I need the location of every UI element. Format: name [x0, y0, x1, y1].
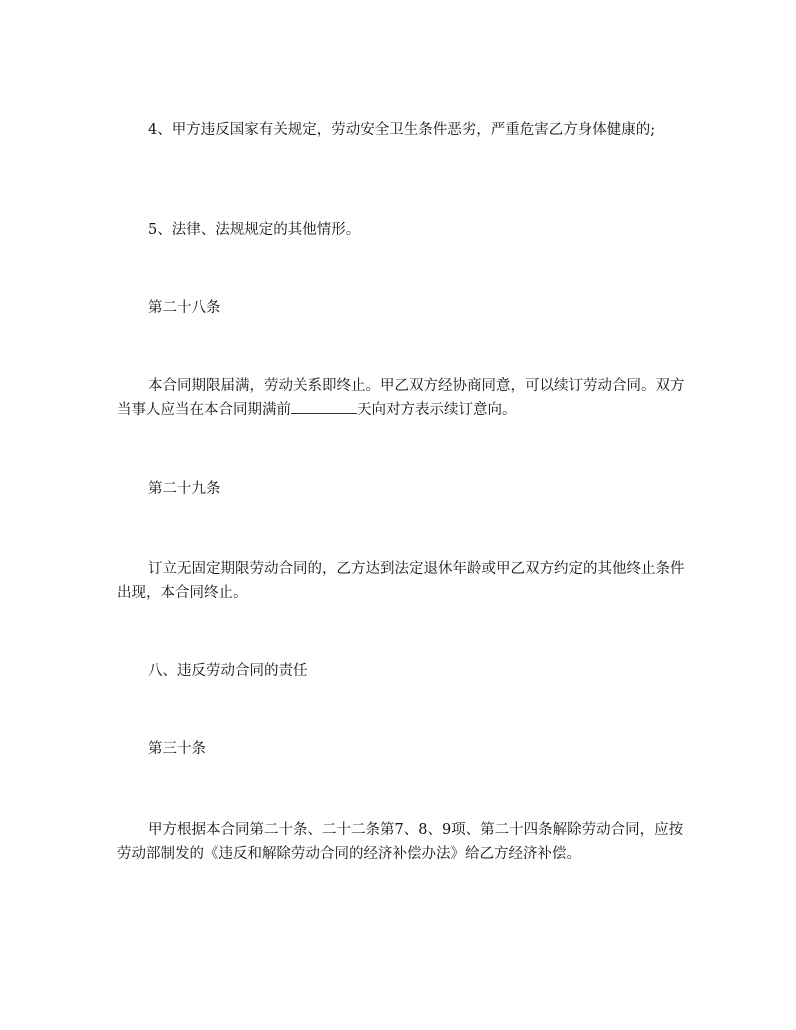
article-30-text: 甲方根据本合同第二十条、二十二条第7、8、9项、第二十四条解除劳动合同，应按劳动部制发的《违反和解除劳动合同的经济补偿办法》给乙方经济补偿。 [117, 822, 684, 862]
clause-item-4: 4、甲方违反国家有关规定，劳动安全卫生条件恶劣，严重危害乙方身体健康的; [148, 122, 656, 138]
section-8-heading: 八、违反劳动合同的责任 [148, 663, 308, 679]
article-29-heading: 第二十九条 [148, 481, 221, 497]
article-28-text [117, 374, 687, 422]
article-28-text-after-blank: 天向对方表示续订意向。 [357, 402, 517, 418]
article-29-text: 订立无固定期限劳动合同的，乙方达到法定退休年龄或甲乙双方约定的其他终止条件出现，本合同终止。 [117, 561, 685, 601]
fill-in-blank-days[interactable] [291, 399, 357, 414]
article-28-text-before-blank: 本合同期限届满，劳动关系即终止。甲乙双方经协商同意，可以续订劳动合同。双方当事人应当在本合同期满前 [117, 378, 685, 418]
clause-item-5: 5、法律、法规规定的其他情形。 [148, 222, 361, 238]
article-28-heading: 第二十八条 [148, 300, 221, 316]
article-30-heading: 第三十条 [148, 741, 206, 757]
